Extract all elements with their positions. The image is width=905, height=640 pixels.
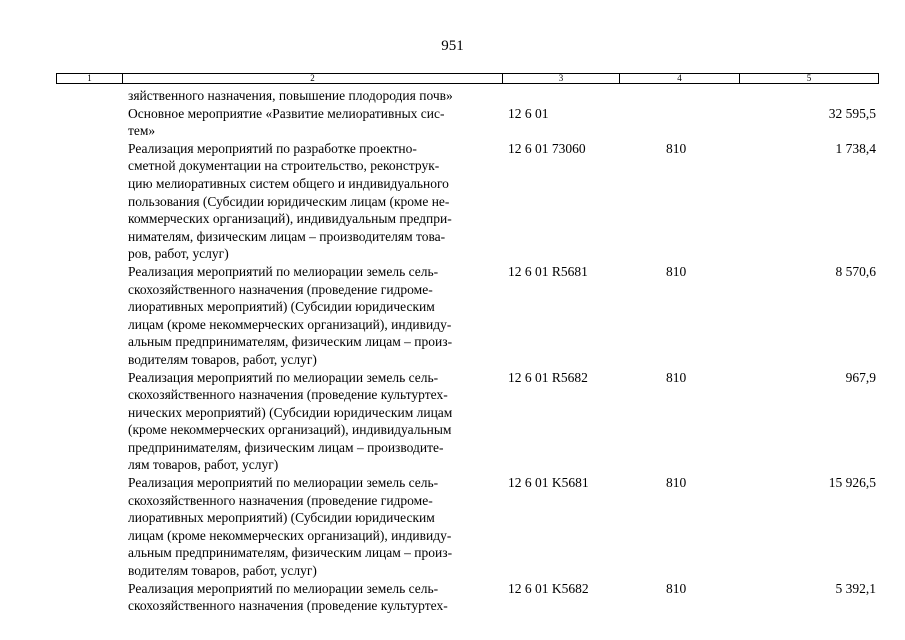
description-line: тем»	[128, 123, 156, 139]
table-column-number-row	[56, 73, 879, 84]
description-line: альным предпринимателям, физическим лицам – произ-	[128, 334, 453, 350]
description-line: водителям товаров, работ, услуг)	[128, 563, 317, 579]
description-line: зяйственного назначения, повышение плодородия почв»	[128, 88, 453, 103]
row-expense-type: 810	[666, 580, 687, 596]
row-expense-type: 810	[666, 369, 687, 385]
row-expense-type: 810	[666, 263, 687, 279]
description-line: Реализация мероприятий по разработке проектно-	[128, 140, 417, 156]
row-expense-type: 810	[666, 475, 687, 491]
description-line: нимателям, физическим лицам – производителям това-	[128, 228, 446, 244]
description-line: лицам (кроме некоммерческих организаций), индивиду-	[128, 316, 452, 332]
column-number-5: 5	[806, 73, 812, 83]
row-code: 12 6 01 K5681	[508, 475, 589, 491]
row-amount: 967,9	[845, 369, 876, 385]
table-row	[56, 105, 879, 140]
description-line: скохозяйственного назначения (проведение гидроме-	[128, 281, 433, 297]
row-amount: 1 738,4	[835, 140, 876, 156]
description-line: скохозяйственного назначения (проведение гидроме-	[128, 492, 433, 508]
description-line: скохозяйственного назначения (проведение культуртех-	[128, 387, 448, 403]
row-amount: 8 570,6	[835, 263, 876, 279]
description-line: лиоративных мероприятий) (Субсидии юридическим	[128, 299, 435, 315]
column-number-3: 3	[503, 74, 620, 83]
description-line: ров, работ, услуг)	[128, 246, 229, 262]
description-line: пользования (Субсидии юридическим лицам (кроме не-	[128, 193, 450, 209]
row-code: 12 6 01 R5682	[508, 369, 588, 385]
description-line: альным предпринимателям, физическим лицам – произ-	[128, 545, 453, 561]
column-number-4: 4	[620, 74, 740, 83]
row-amount: 15 926,5	[828, 475, 876, 491]
description-line: скохозяйственного назначения (проведение культуртех-	[128, 598, 448, 614]
description-line: нических мероприятий) (Субсидии юридическим лицам	[128, 404, 453, 420]
description-line: Реализация мероприятий по мелиорации земель сель-	[128, 580, 439, 596]
description-line: цию мелиоративных систем общего и индивидуального	[128, 175, 449, 191]
row-code: 12 6 01 K5682	[508, 580, 589, 596]
table-row	[56, 263, 879, 369]
page-number: 951	[441, 38, 464, 54]
description-line: коммерческих организаций), индивидуальным предпри-	[128, 211, 452, 227]
description-line: сметной документации на строительство, реконструк-	[128, 158, 440, 174]
row-code: 12 6 01	[508, 105, 549, 121]
description-line: предпринимателям, физическим лицам – производите-	[128, 439, 444, 455]
table-row	[56, 140, 879, 263]
row-code: 12 6 01 R5681	[508, 263, 588, 279]
row-code: 12 6 01 73060	[508, 140, 586, 156]
row-amount: 32 595,5	[828, 105, 876, 121]
description-line: (кроме некоммерческих организаций), индивидуальным	[128, 422, 452, 438]
description-line: Реализация мероприятий по мелиорации земель сель-	[128, 369, 439, 385]
table-row	[56, 369, 879, 475]
description-line: Основное мероприятие «Развитие мелиоративных сис-	[128, 105, 445, 121]
description-line: Реализация мероприятий по мелиорации земель сель-	[128, 475, 439, 491]
row-expense-type: 810	[666, 140, 687, 156]
description-line: лиоративных мероприятий) (Субсидии юридическим	[128, 510, 435, 526]
description-line: лицам (кроме некоммерческих организаций), индивиду-	[128, 527, 452, 543]
table-row	[56, 87, 879, 105]
table-body	[56, 87, 879, 615]
description-line: лям товаров, работ, услуг)	[128, 457, 279, 473]
table-row	[56, 580, 879, 615]
table-row	[56, 474, 879, 580]
row-description	[128, 140, 905, 263]
column-number-2: 2	[123, 74, 503, 83]
column-number-1: 1	[57, 74, 123, 83]
row-amount: 5 392,1	[835, 580, 876, 596]
description-line: Реализация мероприятий по мелиорации земель сель-	[128, 263, 439, 279]
description-line: водителям товаров, работ, услуг)	[128, 351, 317, 367]
row-description	[128, 87, 905, 105]
